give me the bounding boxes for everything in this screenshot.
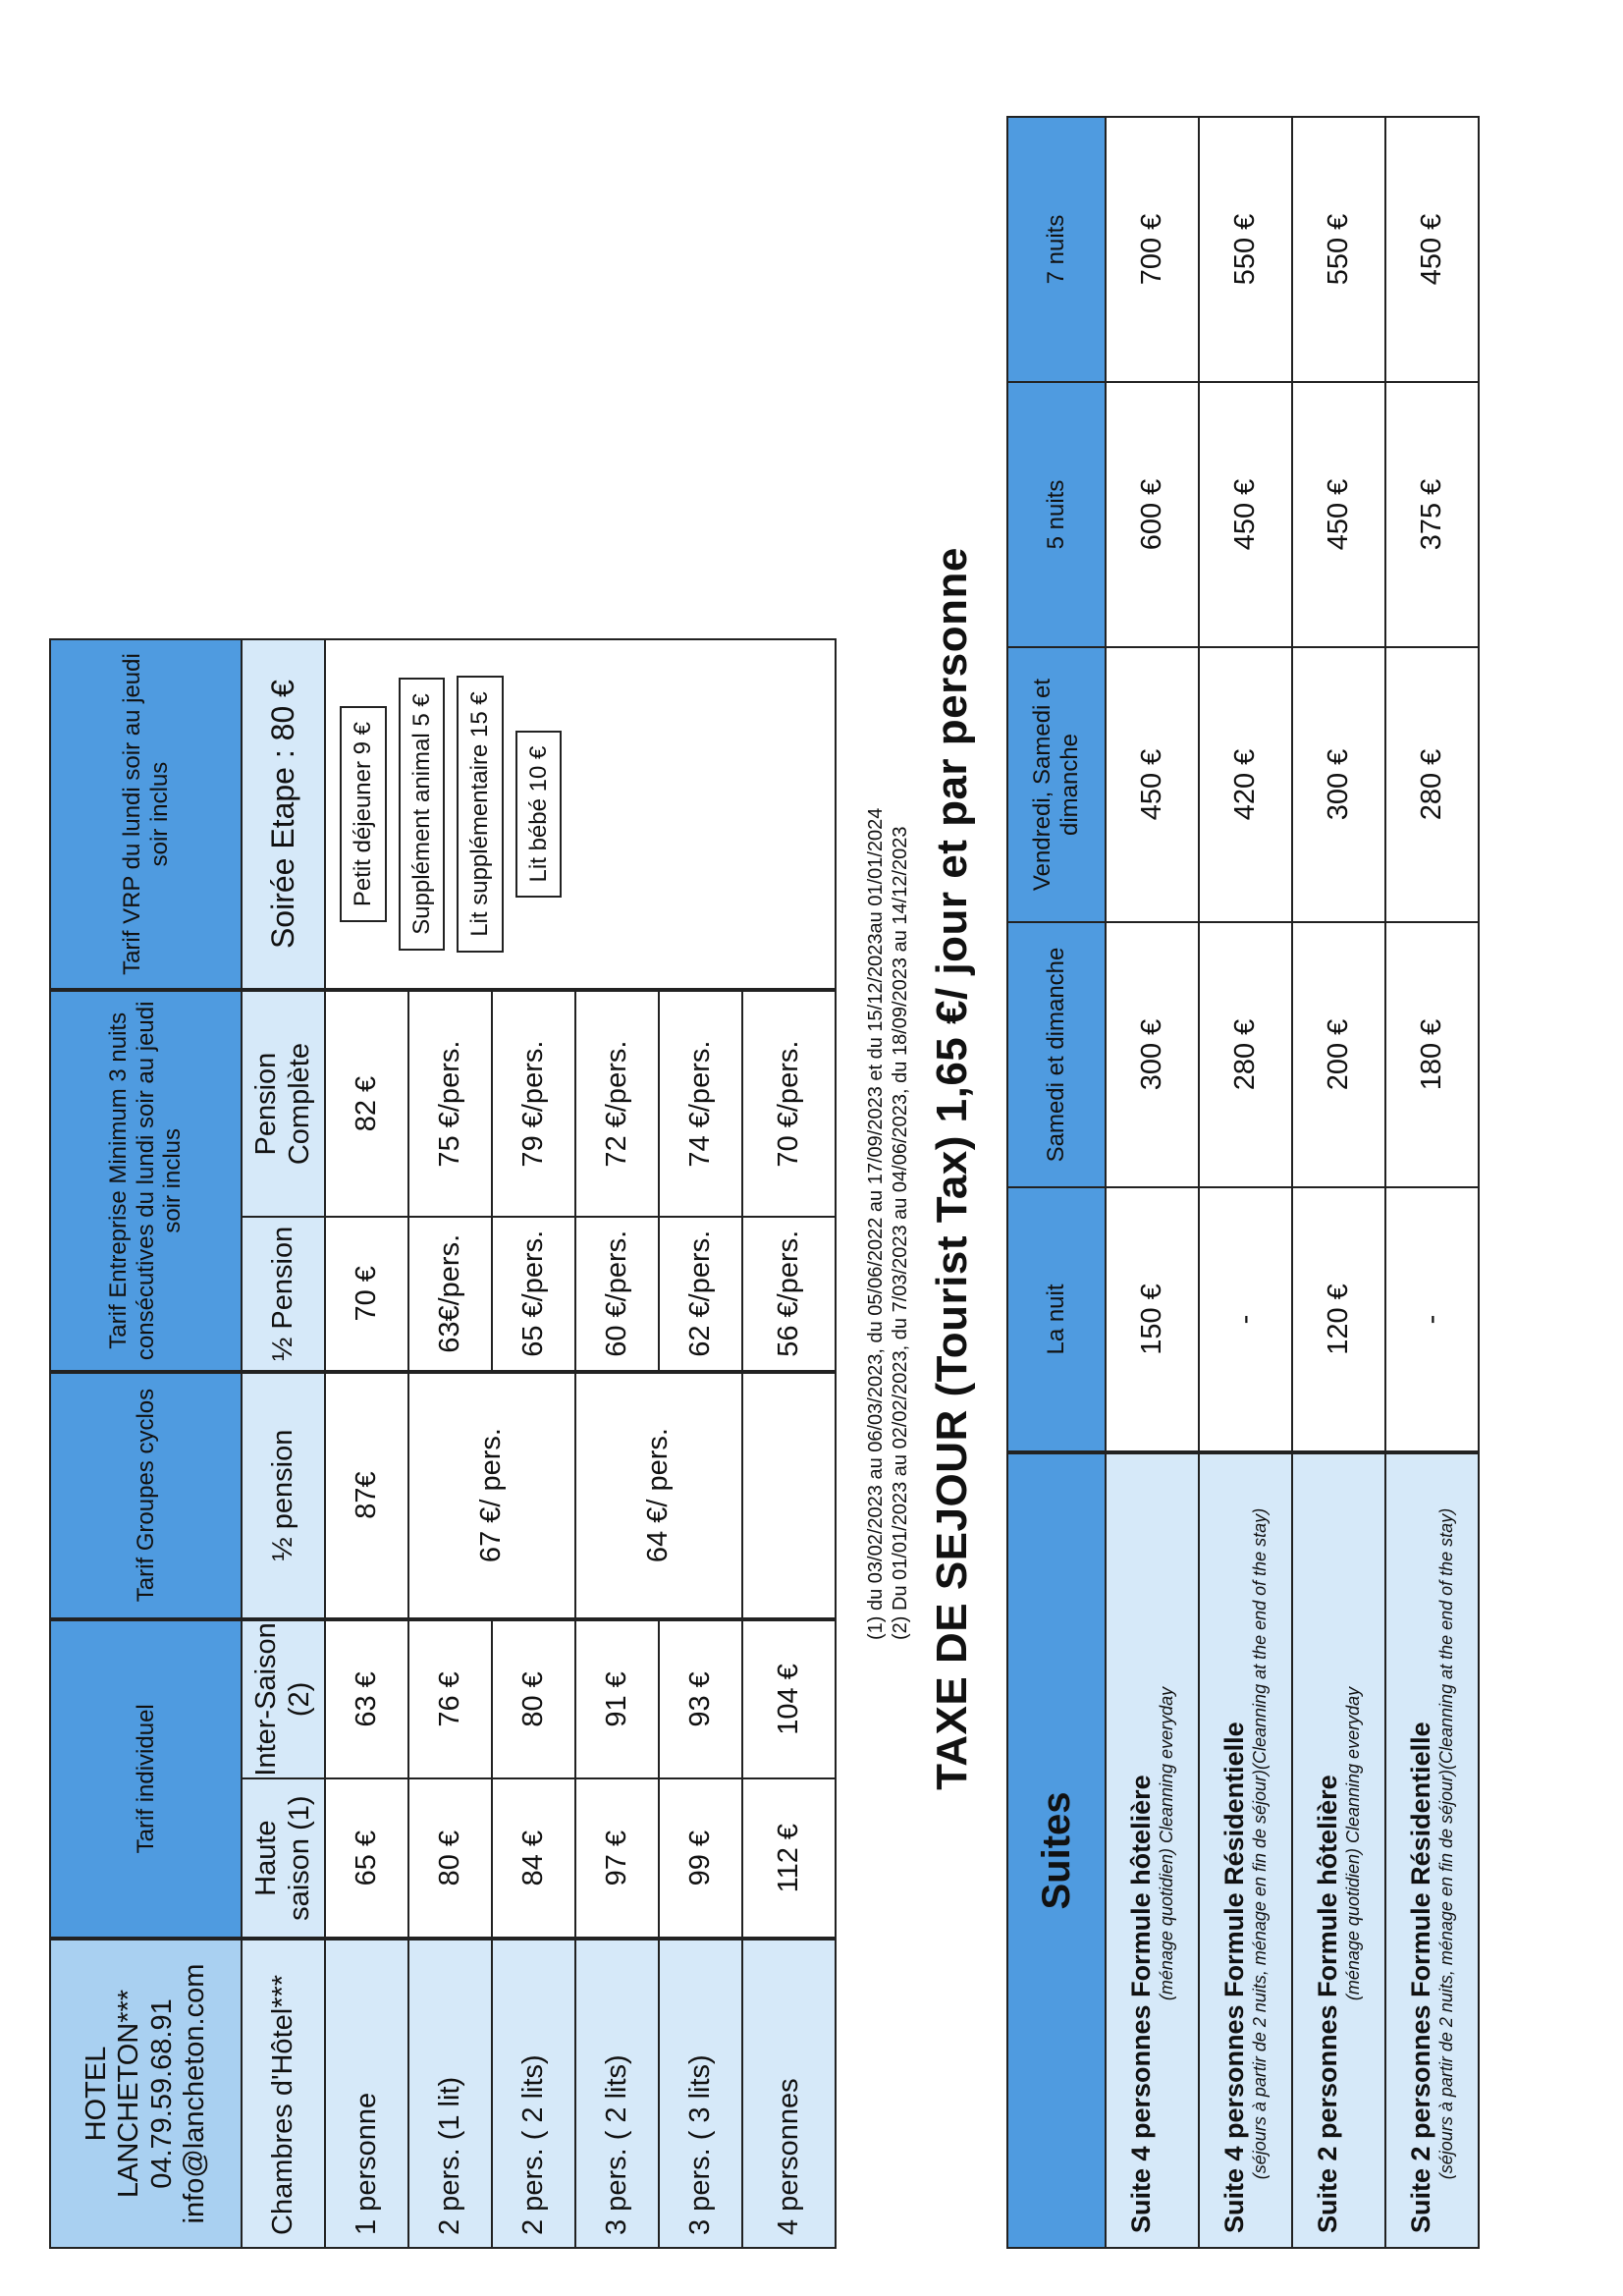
suites-title: Suites [1007,1452,1106,2248]
extra-item: Supplément animal 5 € [399,678,446,950]
haute-value: 65 € [325,1778,408,1939]
ent-half-value: 65 €/pers. [492,1217,575,1371]
inter-value: 104 € [742,1619,836,1779]
entreprise-half-header: ½ Pension [242,1217,325,1371]
tourist-tax: TAXE DE SEJOUR (Tourist Tax) 1,65 €/ jour et par personne [928,547,976,1790]
inter-value: 63 € [325,1619,408,1779]
ent-half-value: 62 €/pers. [659,1217,742,1371]
suite-sub: (séjours à partir de 2 nuits, ménage en fin de séjour)(Cleanning at the end of the stay) [1250,1507,1271,2180]
extras-cell [325,639,836,990]
row-label: 2 pers. ( 2 lits) [492,1939,575,2248]
season-notes [864,560,913,1640]
groupes-empty [742,1372,836,1619]
row-label: 4 personnes [742,1939,836,2248]
suite-value: 375 € [1385,382,1479,647]
suite-value: 700 € [1106,117,1199,382]
suite-value: 180 € [1385,922,1479,1187]
suite-row-label [1292,1452,1385,2248]
extra-item: Lit supplémentaire 15 € [457,676,504,953]
suite-value: - [1385,1187,1479,1452]
suite-sub: (ménage quotidien) Cleanning everyday [1343,1686,1364,2001]
ent-full-value: 72 €/pers. [575,990,659,1217]
suite-value: 120 € [1292,1187,1385,1452]
suite-value: 550 € [1199,117,1292,382]
groupes-value: 87€ [325,1372,408,1619]
header-individuel: Tarif individuel [50,1619,242,1939]
suite-row-label [1385,1452,1479,2248]
haute-value: 84 € [492,1778,575,1939]
ent-full-value: 75 €/pers. [408,990,492,1217]
entreprise-full-header: Pension Complète [242,990,325,1217]
ent-full-value: 74 €/pers. [659,990,742,1217]
col-long-weekend: Vendredi, Samedi et dimanche [1007,647,1106,922]
suite-name: Suite 4 personnes Formule hôtelière [1126,1775,1157,2233]
ent-half-value: 60 €/pers. [575,1217,659,1371]
inter-saison-header: Inter-Saison (2) [242,1619,325,1779]
haute-value: 97 € [575,1778,659,1939]
haute-value: 99 € [659,1778,742,1939]
suite-value: - [1199,1187,1292,1452]
ent-half-value: 56 €/pers. [742,1217,836,1371]
suite-value: 280 € [1199,922,1292,1187]
suite-value: 450 € [1385,117,1479,382]
header-vrp: Tarif VRP du lundi soir au jeudi soir inclus [50,639,242,990]
suite-value: 450 € [1199,382,1292,647]
hotel-info [50,1939,242,2248]
note-2: (2) Du 01/01/2023 au 02/02/2023, du 7/03/2023 au 04/06/2023, du 18/09/2023 au 14/12/2023 [890,826,911,1640]
suite-name: Suite 2 personnes Formule hôtelière [1313,1775,1343,2233]
rooms-header: Chambres d'Hôtel*** [242,1939,325,2248]
suites-table [1006,116,1480,2249]
ent-full-value: 70 €/pers. [742,990,836,1217]
inter-value: 93 € [659,1619,742,1779]
suite-row-label [1106,1452,1199,2248]
row-label: 3 pers. ( 3 lits) [659,1939,742,2248]
suite-sub: (séjours à partir de 2 nuits, ménage en fin de séjour)(Cleanning at the end of the stay) [1436,1507,1457,2180]
inter-value: 76 € [408,1619,492,1779]
suite-value: 420 € [1199,647,1292,922]
vrp-soiree: Soirée Etape : 80 € [242,639,325,990]
suite-name: Suite 2 personnes Formule Résidentielle [1406,1722,1436,2233]
suite-row-label [1199,1452,1292,2248]
header-entreprise: Tarif Entreprise Minimum 3 nuits consécutives du lundi soir au jeudi soir inclus [50,990,242,1371]
row-label: 3 pers. ( 2 lits) [575,1939,659,2248]
suite-value: 300 € [1106,922,1199,1187]
col-7-nuits: 7 nuits [1007,117,1106,382]
col-5-nuits: 5 nuits [1007,382,1106,647]
ent-full-value: 82 € [325,990,408,1217]
row-label: 2 pers. (1 lit) [408,1939,492,2248]
inter-value: 91 € [575,1619,659,1779]
rotated-document [49,59,1512,2249]
haute-saison-header: Haute saison (1) [242,1778,325,1939]
suite-value: 450 € [1292,382,1385,647]
haute-value: 80 € [408,1778,492,1939]
suite-sub: (ménage quotidien) Cleanning everyday [1157,1686,1177,2001]
suite-value: 600 € [1106,382,1199,647]
extra-item: Petit déjeuner 9 € [340,706,387,922]
groupes-value: 67 €/ pers. [408,1372,575,1619]
groupes-half-header: ½ pension [242,1372,325,1619]
suite-value: 150 € [1106,1187,1199,1452]
hotel-phone: 04.79.59.68.91 [145,1998,178,2189]
haute-value: 112 € [742,1778,836,1939]
hotel-email: info@lancheton.com [178,1963,210,2224]
ent-half-value: 63€/pers. [408,1217,492,1371]
suite-value: 550 € [1292,117,1385,382]
suite-value: 450 € [1106,647,1199,922]
header-groupes: Tarif Groupes cyclos [50,1372,242,1619]
hotel-name: HOTEL LANCHETON*** [80,1989,145,2199]
ent-full-value: 79 €/pers. [492,990,575,1217]
suite-value: 200 € [1292,922,1385,1187]
note-1: (1) du 03/02/2023 au 06/03/2023, du 05/06/2022 au 17/09/2023 et du 15/12/2023au 01/01/2024 [865,807,887,1640]
groupes-value: 64 €/ pers. [575,1372,742,1619]
ent-half-value: 70 € [325,1217,408,1371]
row-label: 1 personne [325,1939,408,2248]
inter-value: 80 € [492,1619,575,1779]
extra-item: Lit bébé 10 € [515,731,563,899]
col-la-nuit: La nuit [1007,1187,1106,1452]
suite-name: Suite 4 personnes Formule Résidentielle [1219,1722,1250,2233]
hotel-rates-table [49,638,837,2249]
suite-value: 300 € [1292,647,1385,922]
col-weekend: Samedi et dimanche [1007,922,1106,1187]
suite-value: 280 € [1385,647,1479,922]
